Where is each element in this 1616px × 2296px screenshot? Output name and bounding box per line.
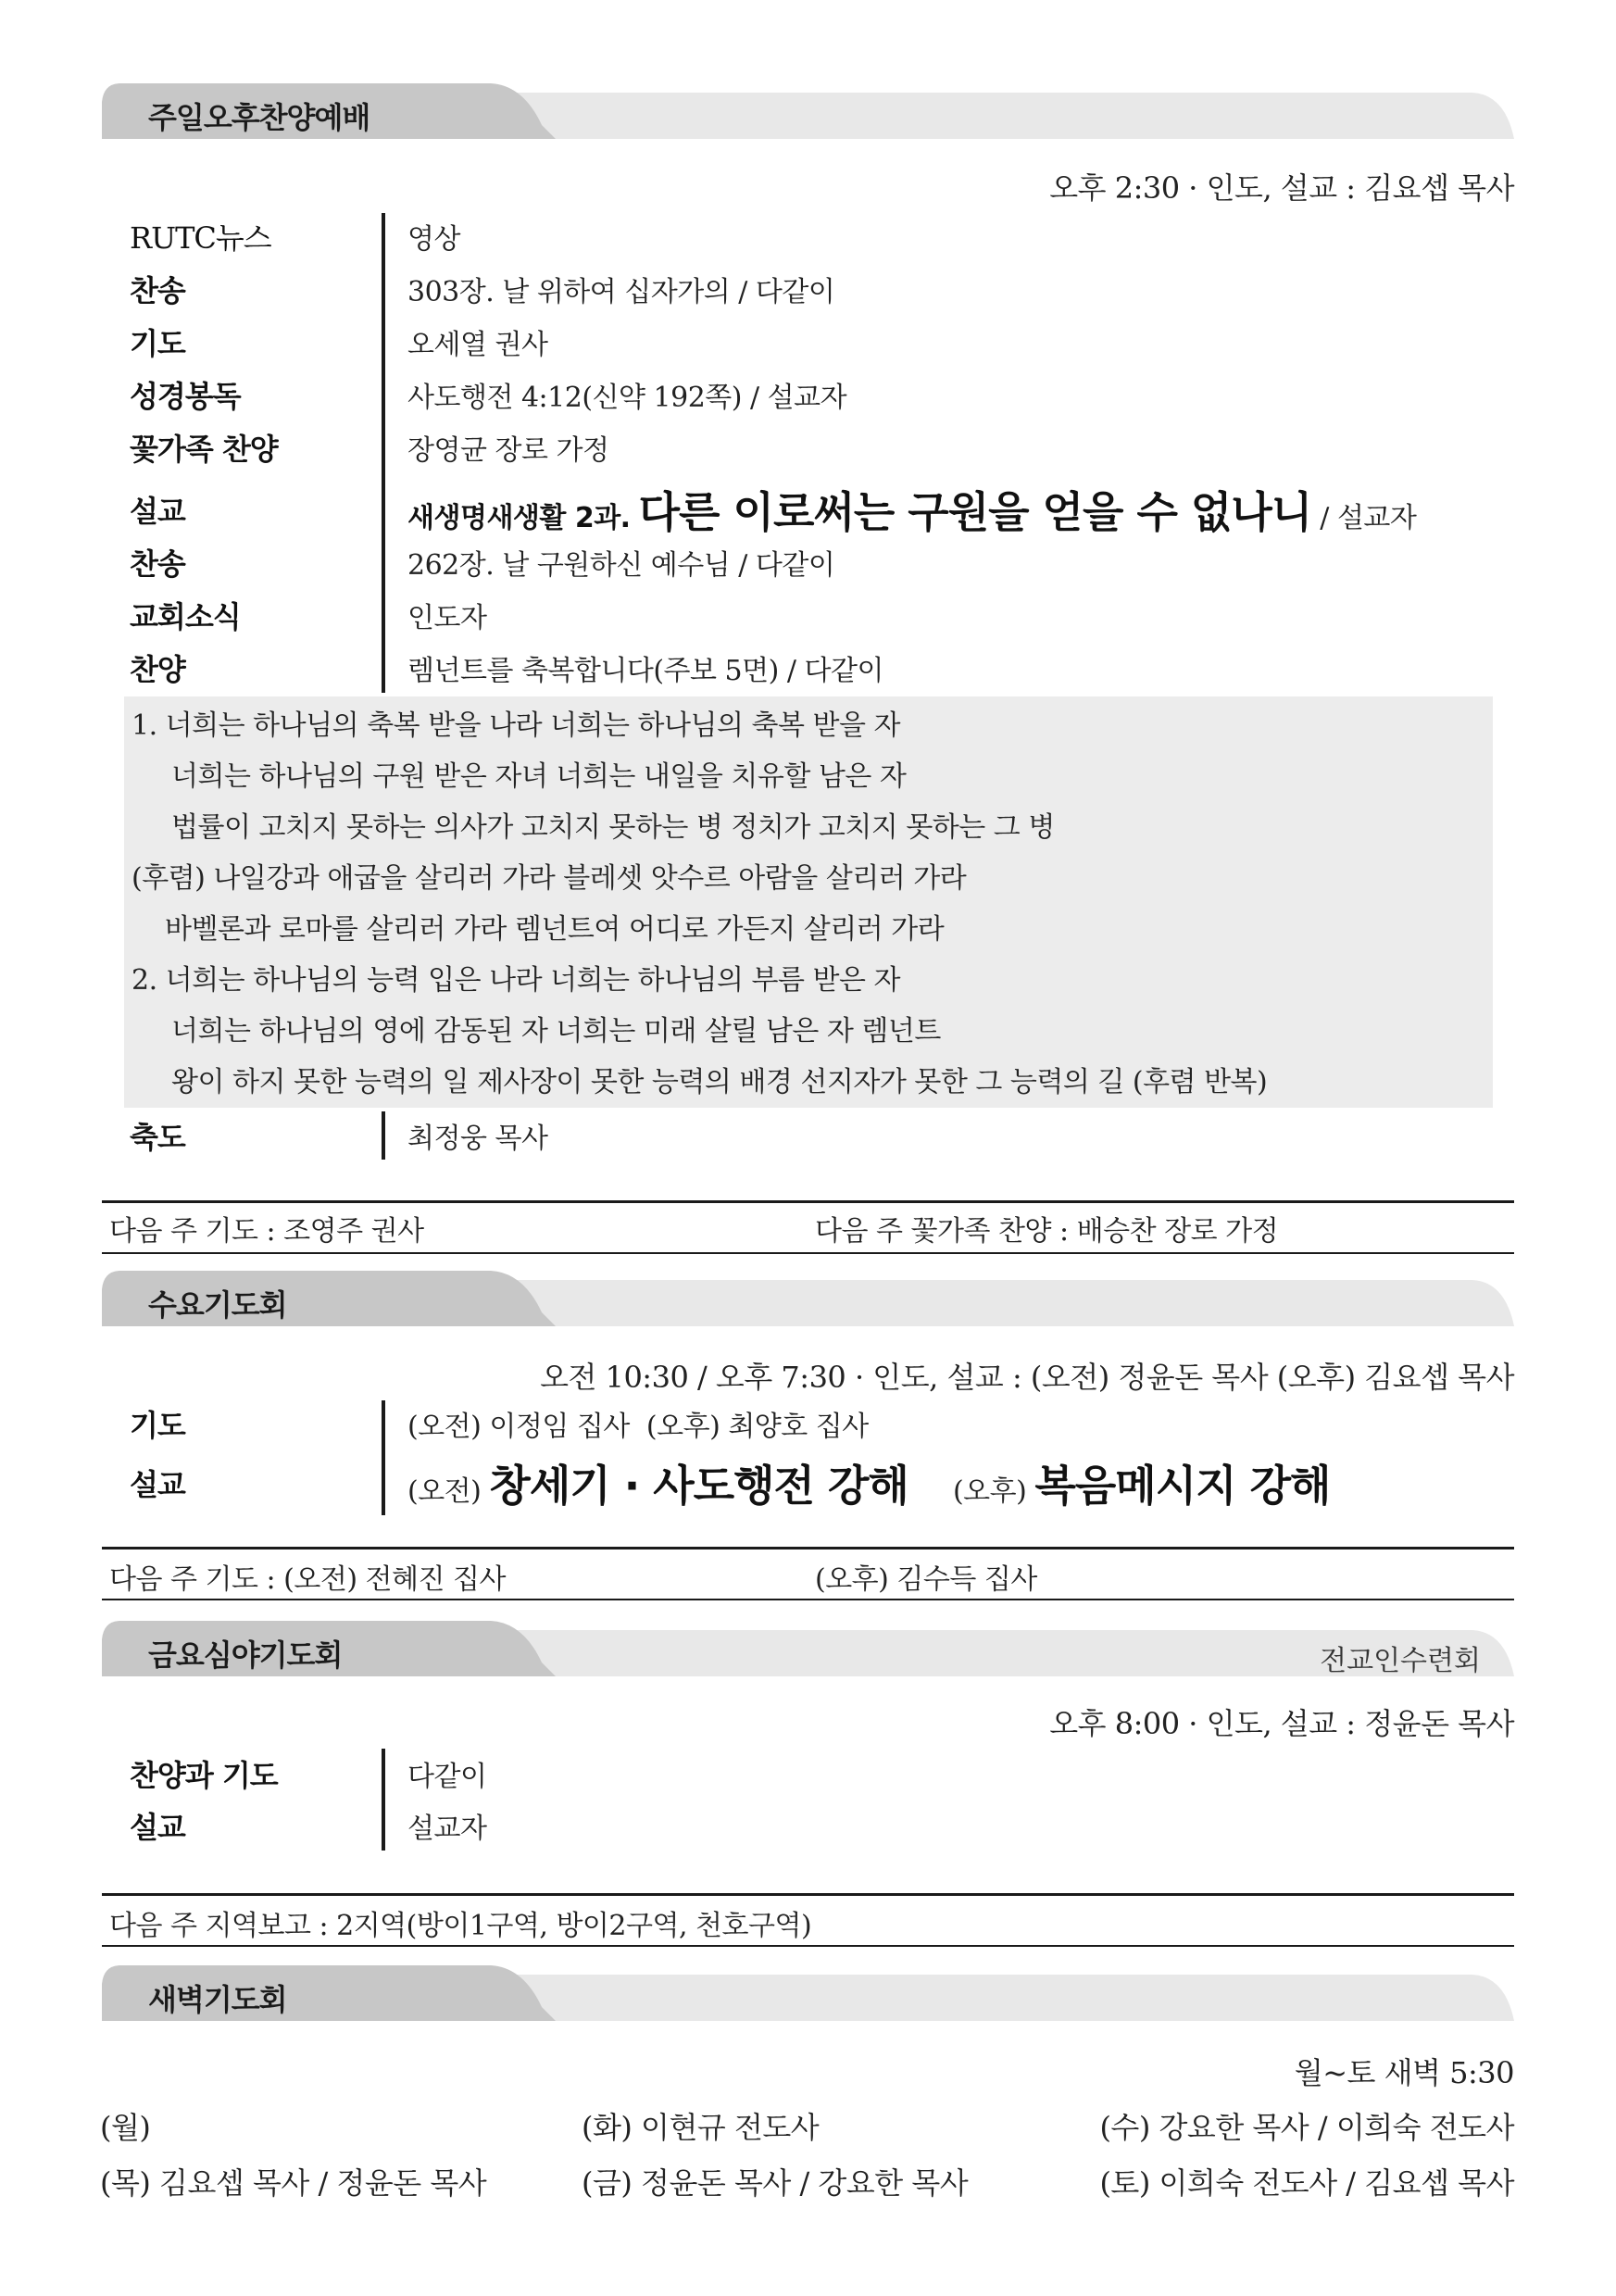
- order-item-sermon: [130, 480, 1416, 539]
- order-item: [130, 264, 834, 314]
- lyric-line: 너희는 하나님의 영에 감동된 자 너희는 미래 살릴 남은 자 렘넌트: [171, 1015, 941, 1048]
- lyric-line: 너희는 하나님의 구원 받은 자녀 너희는 내일을 치유할 남은 자: [171, 760, 907, 793]
- section-header-wednesday: [102, 1271, 1514, 1336]
- order-label: 교회소식: [130, 599, 241, 634]
- dawn-schedule-tue: (화) 이현규 전도사: [582, 2110, 820, 2145]
- order-value: 설교자: [407, 1813, 487, 1845]
- section-header-sunday: [102, 83, 1514, 148]
- section-title: 새벽기도회: [148, 1982, 287, 2017]
- order-value: 인도자: [407, 602, 487, 634]
- service-info: 오전 10:30 / 오후 7:30 · 인도, 설교 : (오전) 정윤돈 목사 (오후) 김요셉 목사: [540, 1360, 1514, 1395]
- sermon-am-tag: (오전): [407, 1475, 482, 1508]
- rule-bottom: [102, 1945, 1514, 1947]
- lyric-line: 바벨론과 로마를 살리러 가라 렘넌트여 어디로 가든지 살리러 가라: [165, 913, 945, 946]
- rule-top: [102, 1893, 1514, 1896]
- order-label: 찬양: [130, 652, 185, 687]
- service-info: 오후 8:00 · 인도, 설교 : 정윤돈 목사: [1049, 1706, 1514, 1741]
- order-item: [130, 317, 547, 367]
- lyric-line: (후렴) 나일강과 애굽을 살리러 가라 블레셋 앗수르 아람을 살리러 가라: [132, 862, 967, 895]
- order-label: 설교: [130, 1810, 185, 1845]
- order-item: [130, 422, 608, 472]
- order-value: 최정웅 목사: [407, 1123, 548, 1155]
- section-title: 수요기도회: [148, 1287, 287, 1323]
- service-info: 오후 2:30 · 인도, 설교 : 김요셉 목사: [1049, 170, 1514, 206]
- order-value: 오세열 권사: [407, 329, 548, 361]
- rule-bottom: [102, 1599, 1514, 1600]
- lyric-line: 2. 너희는 하나님의 능력 입은 나라 너희는 하나님의 부름 받은 자: [132, 964, 900, 997]
- section-title: 금요심야기도회: [148, 1637, 343, 1673]
- lyric-line: 1. 너희는 하나님의 축복 받을 나라 너희는 하나님의 축복 받을 자: [132, 709, 900, 742]
- service-info: 월~토 새벽 5:30: [1294, 2055, 1514, 2090]
- order-item-sermon: [130, 1452, 1330, 1513]
- order-label: 축도: [130, 1120, 185, 1155]
- order-label: 찬송: [130, 546, 185, 582]
- order-value: (오전) 이정임 집사 (오후) 최양호 집사: [407, 1411, 869, 1443]
- dawn-schedule-fri: (금) 정윤돈 목사 / 강요한 목사: [582, 2165, 969, 2201]
- order-value: 262장. 날 구원하신 예수님 / 다같이: [407, 549, 835, 582]
- order-value: 303장. 날 위하여 십자가의 / 다같이: [407, 276, 835, 308]
- next-week-prayer-am: 다음 주 기도 : (오전) 전혜진 집사: [109, 1563, 506, 1596]
- header-band-shape: [102, 1965, 1514, 2030]
- order-label: 설교: [130, 1467, 185, 1502]
- order-label: 찬송: [130, 273, 185, 308]
- next-week-prayer-pm: (오후) 김수득 집사: [815, 1563, 1037, 1596]
- sermon-value: [380, 1452, 1330, 1513]
- order-label: 기도: [130, 1408, 185, 1443]
- sermon-title: 다른 이로써는 구원을 얻을 수 없나니: [638, 487, 1312, 537]
- order-label: 설교: [130, 494, 185, 529]
- sermon-suffix: / 설교자: [1320, 502, 1417, 534]
- order-label: 찬양과 기도: [130, 1758, 278, 1793]
- section-header-friday: [102, 1621, 1514, 1686]
- rule-bottom: [102, 1252, 1514, 1254]
- next-week-report: 다음 주 지역보고 : 2지역(방이1구역, 방이2구역, 천호구역): [109, 1910, 812, 1942]
- rule-top: [102, 1547, 1514, 1549]
- next-week-prayer: 다음 주 기도 : 조영주 권사: [109, 1215, 424, 1248]
- order-item: [130, 590, 486, 640]
- sermon-pm-title: 복음메시지 강해: [1034, 1461, 1331, 1511]
- dawn-schedule-wed: (수) 강요한 목사 / 이희숙 전도사: [1099, 2110, 1514, 2145]
- sermon-pm-tag: (오후): [952, 1475, 1027, 1508]
- next-week-praise: 다음 주 꽃가족 찬양 : 배승찬 장로 가정: [815, 1215, 1279, 1248]
- rule-top: [102, 1200, 1514, 1203]
- order-label: RUTC뉴스: [130, 220, 271, 256]
- order-label: 꽃가족 찬양: [130, 432, 278, 467]
- order-value: 렘넌트를 축복합니다(주보 5면) / 다같이: [407, 655, 883, 687]
- order-label: 기도: [130, 326, 185, 361]
- order-item: [130, 1749, 486, 1799]
- order-item: [130, 1800, 486, 1851]
- section-title: 주일오후찬양예배: [148, 100, 370, 135]
- header-band-shape: [102, 1271, 1514, 1336]
- order-label: 성경봉독: [130, 379, 241, 414]
- lyric-line: 왕이 하지 못한 능력의 일 제사장이 못한 능력의 배경 선지자가 못한 그 능력의 길 (후렴 반복): [171, 1066, 1268, 1098]
- order-item: [130, 537, 834, 587]
- dawn-schedule-mon: (월): [100, 2110, 151, 2145]
- order-value: 다같이: [407, 1761, 487, 1793]
- sermon-value: [380, 479, 1416, 540]
- sermon-am-title: 창세기 · 사도행전 강해: [489, 1461, 908, 1511]
- order-value: 영상: [407, 223, 460, 256]
- order-item: [130, 643, 883, 693]
- order-value: 사도행전 4:12(신약 192쪽) / 설교자: [407, 382, 847, 414]
- sermon-series: 새생명새생활 2과.: [407, 502, 631, 534]
- order-item: [130, 211, 460, 261]
- order-item-benediction: [130, 1110, 547, 1161]
- order-value: 장영균 장로 가정: [407, 434, 609, 467]
- order-item: [130, 370, 846, 420]
- lyric-line: 법률이 고치지 못하는 의사가 고치지 못하는 병 정치가 고치지 못하는 그 병: [171, 811, 1055, 844]
- event-host: 전교인수련회: [1320, 1645, 1481, 1677]
- dawn-schedule-thu: (목) 김요셉 목사 / 정윤돈 목사: [100, 2165, 487, 2201]
- dawn-schedule-sat: (토) 이희숙 전도사 / 김요셉 목사: [1099, 2165, 1514, 2201]
- section-header-dawn: [102, 1965, 1514, 2030]
- order-item: [130, 1399, 869, 1449]
